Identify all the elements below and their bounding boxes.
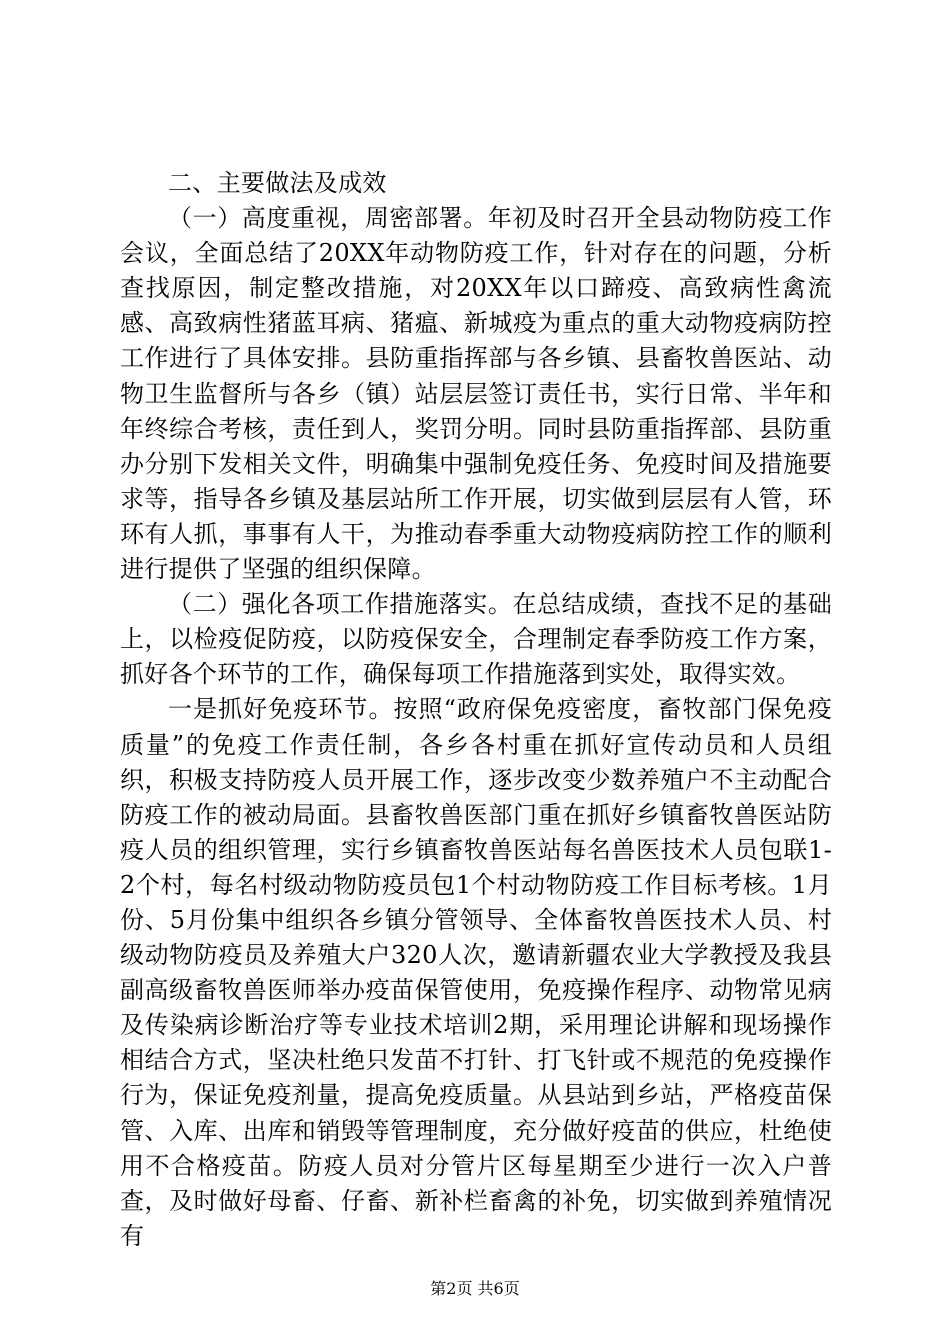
section-heading: 二、主要做法及成效 [168,169,387,197]
paragraph: 一是抓好免疫环节。按照“政府保免疫密度，畜牧部门保免疫质量”的免疫工作责任制，各乡各村重在抓好宣传动员和人员组织，积极支持防疫人员开展工作，逐步改变少数养殖户不主动配合防疫工作的被动局面。县畜牧兽医部门重在抓好乡镇畜牧兽医站防疫人员的组织管理，实行乡镇畜牧兽医站每名兽医技术人员包联1-2个村，每名村级动物防疫员包1个村动物防疫工作目标考核。1月份、5月份集中组织各乡镇分管领导、全体畜牧兽医技术人员、村级动物防疫员及养殖大户320人次，邀请新疆农业大学教授及我县副高级畜牧兽医师举办疫苗保管使用，免疫操作程序、动物常见病及传染病诊断治疗等专业技术培训2期，采用理论讲解和现场操作相结合方式，坚决杜绝只发苗不打针、打飞针或不规范的免疫操作行为，保证免疫剂量，提高免疫质量。从县站到乡站，严格疫苗保管、入库、出库和销毁等管理制度，充分做好疫苗的供应，杜绝使用不合格疫苗。防疫人员对分管片区每星期至少进行一次入户普查，及时做好母畜、仔畜、新补栏畜禽的补免，切实做到养殖情况有 [120,695,832,1250]
paragraph: （一）高度重视，周密部署。年初及时召开全县动物防疫工作会议，全面总结了20XX年动物防疫工作，针对存在的问题，分析查找原因，制定整改措施，对20XX年以口蹄疫、高致病性禽流感、高致病性猪蓝耳病、猪瘟、新城疫为重点的重大动物疫病防控工作进行了具体安排。县防重指挥部与各乡镇、县畜牧兽医站、动物卫生监督所与各乡（镇）站层层签订责任书，实行日常、半年和年终综合考核，责任到人，奖罚分明。同时县防重指挥部、县防重办分别下发相关文件，明确集中强制免疫任务、免疫时间及措施要求等，指导各乡镇及基层站所工作开展，切实做到层层有人管，环环有人抓，事事有人干，为推动春季重大动物疫病防控工作的顺利进行提供了坚强的组织保障。 [120,204,832,584]
page-footer: 第2页 共6页 [430,1279,520,1298]
paragraph: （二）强化各项工作措施落实。在总结成绩，查找不足的基础上，以检疫促防疫，以防疫保安全，合理制定春季防疫工作方案，抓好各个环节的工作，确保每项工作措施落到实处，取得实效。 [120,590,832,689]
document-body [120,166,832,1254]
